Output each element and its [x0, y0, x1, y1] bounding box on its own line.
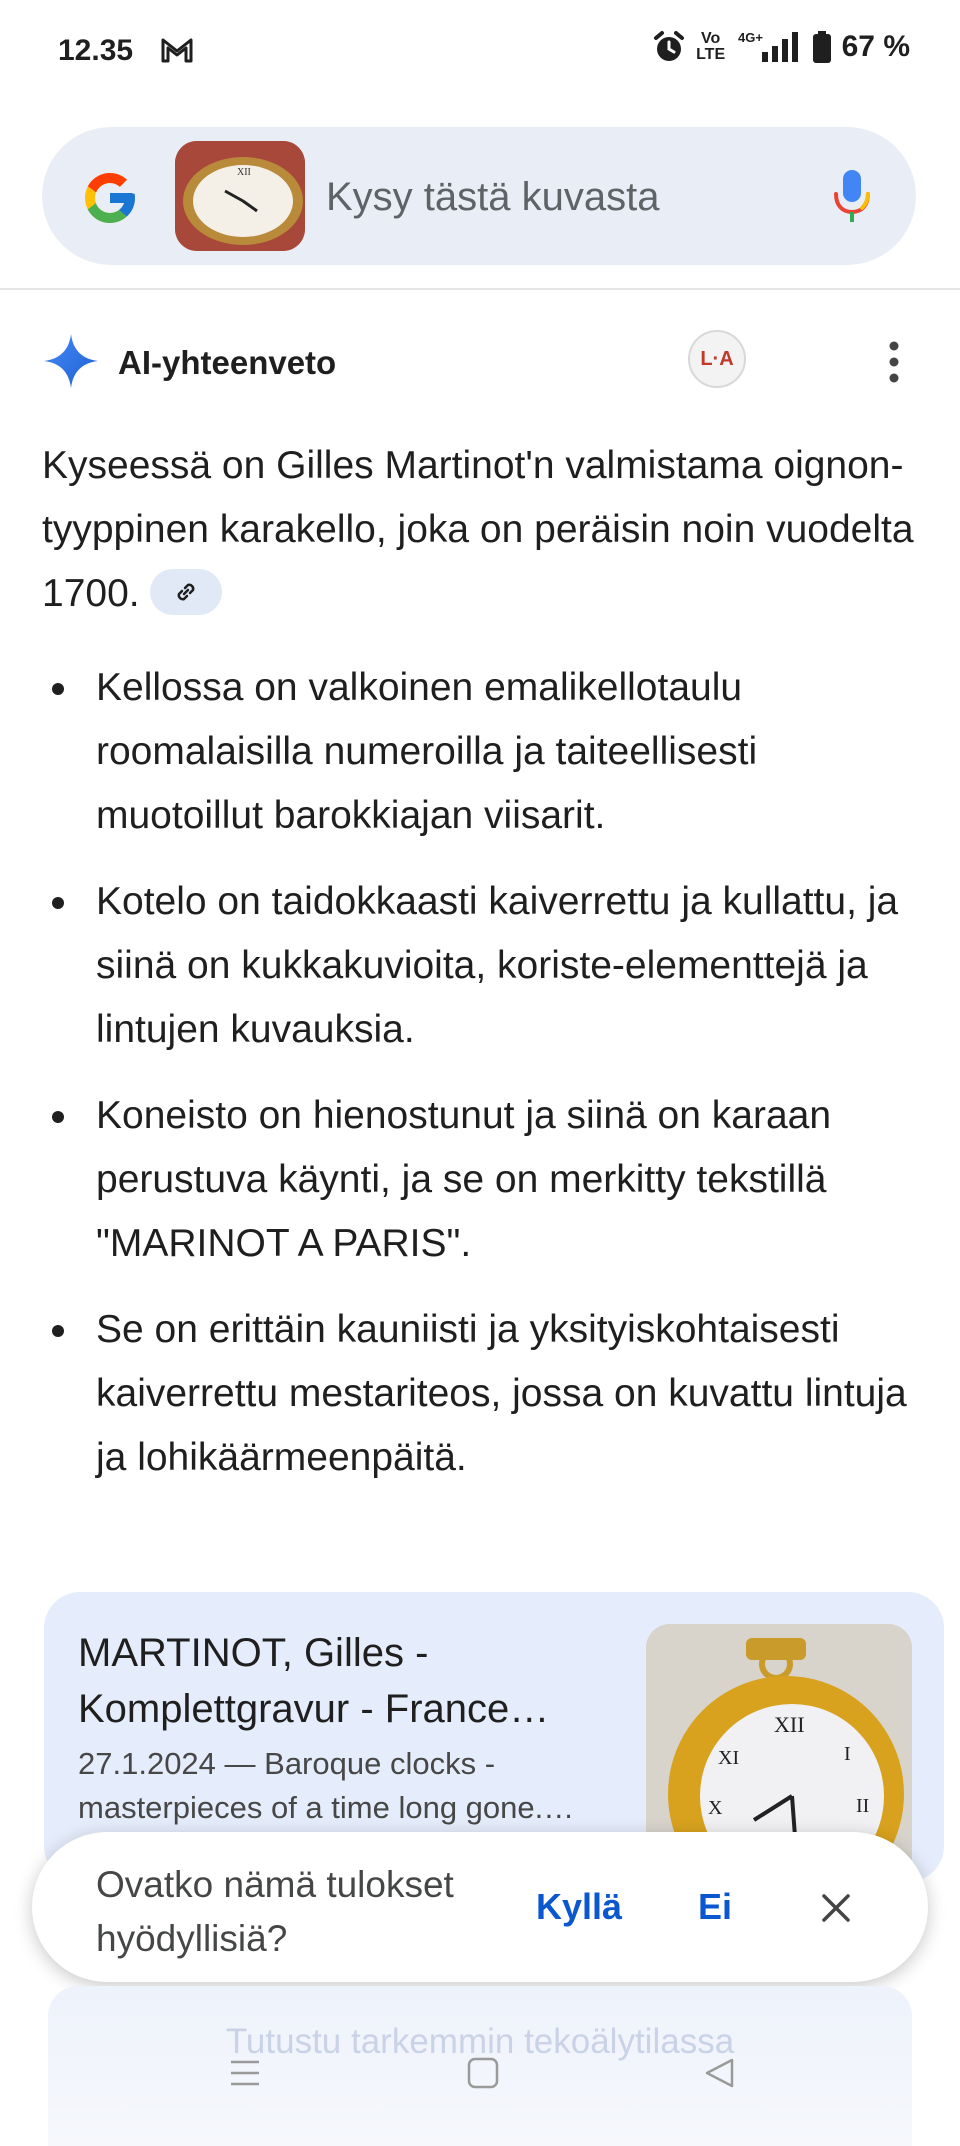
mic-icon[interactable]	[832, 168, 872, 226]
bullet-item	[42, 656, 922, 848]
bullet-text: Se on erittäin kauniisti ja yksityiskohtaisesti kaiverrettu mestariteos, jossa on kuvattu lintuja ja lohikäärmeenpäitä.	[96, 1308, 907, 1479]
battery-percent: 67 %	[841, 30, 910, 63]
bullet-dot	[52, 1111, 64, 1123]
recent-apps-icon[interactable]	[228, 2056, 262, 2090]
ai-overview-title: AI-yhteenveto	[118, 344, 337, 381]
svg-text:XI: XI	[718, 1747, 740, 1769]
result-card-title[interactable]: MARTINOT, Gilles - Komplettgravur - France…	[78, 1631, 550, 1731]
bullet-dot	[52, 897, 64, 909]
svg-text:XII: XII	[774, 1712, 805, 1737]
search-input[interactable]: Kysy tästä kuvasta	[326, 175, 660, 219]
alarm-icon	[652, 30, 686, 64]
svg-text:XII: XII	[237, 167, 251, 178]
feedback-no-button[interactable]: Ei	[698, 1886, 733, 1927]
divider	[0, 288, 960, 290]
source-link-chip[interactable]	[150, 569, 222, 615]
more-options-icon[interactable]	[880, 338, 908, 386]
bullet-item	[42, 1084, 922, 1276]
close-icon[interactable]	[818, 1890, 854, 1926]
battery-icon	[812, 30, 832, 64]
link-icon	[172, 578, 200, 606]
gmail-icon	[160, 36, 194, 64]
result-card-snippet: 27.1.2024 — Baroque clocks - masterpieces of a time long gone.…	[78, 1746, 575, 1825]
bullet-dot	[52, 1325, 64, 1337]
ai-sparkle-icon	[42, 332, 100, 390]
home-icon[interactable]	[466, 2056, 500, 2090]
bullet-text: Koneisto on hienostunut ja siinä on karaan perustuva käynti, ja se on merkitty tekstillä "MARINOT A PARIS".	[96, 1094, 832, 1265]
ai-summary	[42, 434, 922, 626]
bullet-item	[42, 1298, 922, 1490]
search-image-thumbnail[interactable]	[175, 141, 305, 251]
ai-bullet-list	[42, 656, 922, 1512]
ai-mode-prompt[interactable]: Tutustu tarkemmin tekoälytilassa	[225, 2022, 735, 2061]
bullet-item	[42, 870, 922, 1062]
signal-icon	[736, 30, 802, 64]
feedback-yes-button[interactable]: Kyllä	[536, 1886, 623, 1927]
bullet-text: Kellossa on valkoinen emalikellotaulu roomalaisilla numeroilla ja taiteellisesti muotoillut barokkiajan viisarit.	[96, 666, 758, 837]
google-logo-icon[interactable]	[80, 168, 140, 228]
status-time: 12.35	[58, 34, 134, 67]
back-icon[interactable]	[702, 2056, 736, 2090]
status-icons	[652, 30, 910, 64]
bullet-dot	[52, 683, 64, 695]
bullet-text: Kotelo on taidokkaasti kaiverrettu ja kullattu, ja siinä on kukkakuvioita, koriste-elementtejä ja lintujen kuvauksia.	[96, 880, 899, 1051]
svg-text:I: I	[844, 1743, 851, 1765]
svg-text:II: II	[856, 1795, 870, 1817]
source-badge[interactable]: L·A	[688, 330, 746, 388]
svg-text:X: X	[708, 1797, 723, 1819]
summary-text: Kyseessä on Gilles Martinot'n valmistama oignon-tyyppinen karakello, joka on peräisin noin vuodelta 1700.	[42, 444, 914, 615]
svg-text:4G+: 4G+	[737, 30, 763, 45]
pocket-watch-thumbnail	[175, 141, 305, 251]
volte-indicator: Vo LTE	[696, 30, 726, 63]
feedback-question: Ovatko nämä tulokset hyödyllisiä?	[96, 1864, 454, 1959]
